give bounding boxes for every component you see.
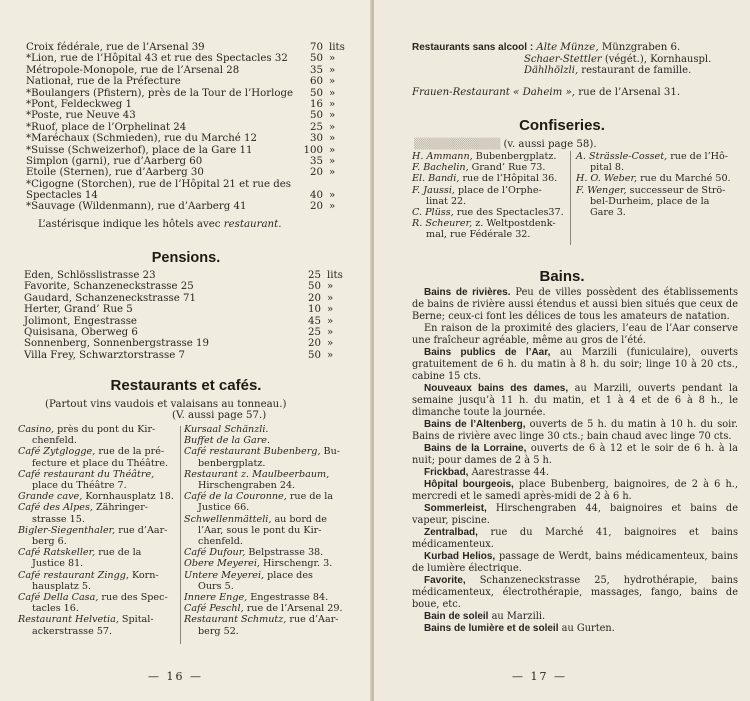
- bains-entry-name: Bain de soleil: [424, 611, 489, 622]
- listing-beds: 16: [310, 98, 323, 110]
- entry-detail: rue de l’Hô-: [667, 151, 729, 162]
- entry-line: [18, 424, 178, 435]
- entry-name: Café Della Casa,: [18, 592, 99, 604]
- entry-line: [184, 424, 360, 435]
- listing-name: *Lion, rue de l’Hôpital 43 et rue des Spectacles 32: [26, 53, 288, 65]
- listing-row: [24, 327, 354, 338]
- entry-detail: fecture et place du Théâtre.: [32, 457, 169, 469]
- bains-entry-text: au Marzili (funiculaire), ouverts gratuitement de 6 h. du matin à 8 h. du soir; linge 10 à 20 cts., cabine 15 cts.: [412, 347, 738, 382]
- bains-entry-text: au Marzili, ouverts pendant la semaine jusqu’à 11 h. du matin, et 1 à 4 et de 6 à 8 h., le dimanche toute la journée.: [412, 383, 738, 418]
- entry-line: [184, 614, 360, 625]
- listing-beds: 50: [310, 53, 323, 65]
- listing-name: Etoile (Sternen), rue d’Aarberg 30: [26, 167, 204, 179]
- entry-detail: pital 8.: [590, 162, 625, 174]
- entry-name: Café restaurant du Théâtre,: [18, 468, 155, 480]
- entry-detail: rue de la: [286, 491, 333, 503]
- listing-name: Gaudard, Schanzeneckstrasse 71: [24, 292, 196, 304]
- entry-detail: rue d’Aar-: [115, 524, 168, 536]
- entry-line: [184, 525, 360, 536]
- bains-entry: [412, 611, 738, 623]
- entry-line: [18, 558, 178, 569]
- listing-beds: 50: [310, 110, 323, 122]
- bains-entry: [412, 443, 738, 467]
- listing-row: [24, 281, 354, 292]
- bains-entry-text: Schanzeneckstrasse 25, hydrothérapie, bains médicamenteux, électrothérapie, massages, fango, bains de boue, etc.: [412, 575, 738, 610]
- bains-entry-text: ouverts de 5 h. du matin à 10 h. du soir. Bains de rivière avec linge 30 cts.; bain chaud avec linge 70 cts.: [412, 419, 738, 442]
- entry-detail: chenfeld.: [198, 536, 243, 548]
- entry-name: Café restaurant Bubenberg,: [184, 446, 321, 458]
- listing-name: Simplon (garni), rue d’Aarberg 60: [26, 155, 203, 167]
- listing-row: [26, 190, 356, 201]
- entry-detail: rue de l’Arsenal 29.: [243, 603, 343, 615]
- listing-unit: lits: [329, 42, 345, 53]
- pensions-title: Pensions.: [151, 250, 221, 266]
- entry-name: Restaurant z. Maulbeerbaum,: [184, 468, 330, 480]
- entry-name: H. Ammann,: [412, 151, 473, 162]
- entry-line: [576, 185, 746, 196]
- bains-entry-name: Kurbad Helios,: [424, 551, 496, 562]
- entry-line: [184, 469, 360, 480]
- bains-entry-text: place Bubenberg, baignoires, de 2 à 6 h., mercredi et le samedi après-midi de 2 à 6 h.: [412, 479, 738, 502]
- entry-line: [18, 592, 178, 603]
- entry-detail: mal, rue Fédérale 32.: [426, 229, 531, 241]
- listing-beds: 10: [308, 304, 321, 316]
- entry-name: Innere Enge,: [184, 592, 248, 604]
- listing-unit: »: [329, 121, 336, 133]
- entry-name: Alte Münze,: [536, 42, 599, 53]
- restaurants-title: Restaurants et cafés.: [110, 377, 262, 394]
- bains-entry: [412, 623, 738, 635]
- entry-detail: Belpstrasse 38.: [245, 547, 324, 559]
- entry-line: [18, 614, 178, 625]
- restaurants-sans-alcool: Restaurants sans alcool : Alte Münze, Münzgraben 6.: [412, 42, 681, 53]
- entry-line: [576, 151, 746, 162]
- listing-row: [26, 76, 356, 87]
- entry-line: [184, 502, 360, 513]
- listing-beds: 35: [310, 64, 323, 76]
- listing-row: [26, 42, 356, 53]
- entry-detail: rue du Marché 50.: [637, 173, 731, 185]
- frauen-restaurant: Frauen-Restaurant « Daheim », rue de l’Arsenal 31.: [412, 87, 681, 98]
- confiseries-note: ▒▒▒▒▒▒▒▒▒▒▒ (v. aussi page 58).: [414, 139, 597, 150]
- entry-line: [18, 480, 178, 491]
- entry-line: [524, 65, 744, 76]
- entry-line: [18, 581, 178, 592]
- entry-line: [184, 536, 360, 547]
- entry-line: [184, 592, 360, 603]
- entry-detail: restaurant de famille.: [578, 65, 692, 77]
- bains-entry-text: au Gurten.: [558, 623, 615, 634]
- listing-name: *Suisse (Schweizerhof), place de la Gare 11: [26, 144, 253, 156]
- bains-entry-name: Bains de lumière et de soleil: [424, 623, 559, 634]
- listing-row: [26, 122, 356, 133]
- listing-unit: »: [327, 304, 334, 316]
- entry-line: [184, 603, 360, 614]
- listing-row: [24, 338, 354, 349]
- bains-section: [412, 287, 738, 635]
- listing-unit: »: [329, 144, 336, 156]
- right-page: [374, 0, 750, 701]
- entry-line: [18, 435, 178, 446]
- bains-entry: [412, 551, 738, 575]
- listing-unit: »: [329, 110, 336, 122]
- listing-row: [26, 88, 356, 99]
- entry-line: [184, 435, 360, 446]
- entry-detail: strasse 15.: [32, 513, 85, 525]
- listing-unit: »: [329, 64, 336, 76]
- entry-name: Café Peschl,: [184, 603, 244, 615]
- listing-name: *Sauvage (Wildenmann), rue d’Aarberg 41: [26, 201, 247, 213]
- bains-entry: [412, 527, 738, 551]
- restaurants-subtitle: (Partout vins vaudois et valaisans au tonneau.): [45, 399, 287, 410]
- bains-entry: [412, 479, 738, 503]
- entry-detail: Hirschengraben 24.: [198, 480, 296, 492]
- entry-name: Schaer-Stettler: [524, 54, 602, 65]
- entry-line: [18, 536, 178, 547]
- entry-detail: linat 22.: [426, 195, 467, 207]
- listing-row: [26, 167, 356, 178]
- listing-unit: »: [327, 326, 334, 338]
- entry-line: [184, 480, 360, 491]
- entry-line: [184, 626, 360, 637]
- entry-name: Café Zytglogge,: [18, 446, 96, 458]
- entry-name: F. Wenger,: [576, 184, 627, 196]
- confiseries-title: Confiseries.: [519, 117, 605, 134]
- entry-name: Untere Meyerei,: [184, 569, 265, 581]
- listing-beds: 25: [308, 326, 321, 338]
- entry-name: Buffet de la Gare.: [184, 435, 271, 447]
- bains-entry-name: Bains de l’Altenberg,: [424, 419, 526, 430]
- entry-detail: place des: [264, 569, 313, 581]
- entry-line: [18, 458, 178, 469]
- entry-line: [18, 603, 178, 614]
- listing-name: *Ruof, place de l’Orphelinat 24: [26, 121, 187, 133]
- entry-line: [18, 502, 178, 513]
- bains-entry-text: Peu de villes possèdent des établissements de bains de rivière aussi étendus et aussi bien situés que ceux de Berne; ceux-ci font les délices de tous les amateurs de natation.: [412, 287, 738, 322]
- listing-unit: »: [329, 201, 336, 213]
- bains-entry-name: Hôpital bourgeois,: [424, 479, 514, 490]
- entry-name: Dählhölzli,: [524, 65, 579, 77]
- entry-line: [18, 491, 178, 502]
- entry-detail: rue de la pré-: [95, 446, 165, 458]
- entry-line: [524, 54, 744, 65]
- entry-line: [18, 626, 178, 637]
- listing-row: [24, 293, 354, 304]
- column-divider: [180, 426, 181, 644]
- entry-detail: z. Weltpostdenk-: [472, 218, 556, 230]
- listing-unit: »: [327, 281, 334, 293]
- bains-entry-name: Nouveaux bains des dames,: [424, 383, 569, 394]
- entry-line: [576, 196, 746, 207]
- listing-beds: 60: [310, 76, 323, 88]
- entry-name: Café restaurant Zingg,: [18, 569, 129, 581]
- entry-detail: rue des Spec-: [98, 592, 168, 604]
- entry-detail: l’Aar, sous le pont du Kir-: [198, 524, 322, 536]
- bains-entry-text: au Marzili.: [488, 611, 546, 622]
- entry-line: [184, 491, 360, 502]
- listing-name: Favorite, Schanzeneckstrasse 25: [24, 281, 194, 293]
- entry-line: [184, 558, 360, 569]
- entry-line: [18, 446, 178, 457]
- listing-name: *Cigogne (Storchen), rue de l’Hôpital 21 et rue des: [26, 178, 291, 190]
- entry-detail: benbergplatz.: [198, 457, 266, 469]
- entry-detail: hausplatz 5.: [32, 580, 92, 592]
- entry-detail: Ours 5.: [198, 580, 234, 592]
- listing-unit: »: [329, 53, 336, 65]
- listing-row: [26, 201, 356, 212]
- listing-unit: »: [327, 349, 334, 361]
- entry-name: Café Ratskeller,: [18, 547, 96, 559]
- listing-name: Quisisana, Oberweg 6: [24, 326, 138, 338]
- entry-detail: Bu-: [320, 446, 341, 458]
- bains-title: Bains.: [539, 268, 585, 285]
- listing-row: [26, 145, 356, 156]
- bains-entry: [412, 503, 738, 527]
- listing-unit: »: [329, 87, 336, 99]
- bains-entry-name: Bains de la Lorraine,: [424, 443, 527, 454]
- listing-row: [26, 156, 356, 167]
- entry-name: Restaurant Schmutz,: [184, 614, 287, 626]
- entry-line: [184, 458, 360, 469]
- listing-row: [26, 99, 356, 110]
- listing-beds: 20: [308, 338, 321, 350]
- restaurants-column-right: [184, 424, 360, 637]
- entry-line: [576, 207, 746, 218]
- entry-detail: chenfeld.: [32, 435, 77, 447]
- entry-detail: berg 6.: [32, 536, 67, 548]
- entry-line: [184, 547, 360, 558]
- bains-entry: [412, 419, 738, 443]
- entry-name: Grande cave,: [18, 491, 83, 503]
- entry-name: Café des Alpes,: [18, 502, 93, 514]
- entry-detail: Korn-: [128, 569, 159, 581]
- entry-line: [18, 525, 178, 536]
- bains-entry: [412, 467, 738, 479]
- entry-line: [18, 469, 178, 480]
- left-page: [0, 0, 372, 701]
- listing-row: [26, 53, 356, 64]
- listing-beds: 20: [310, 167, 323, 179]
- entry-detail: tacles 16.: [32, 603, 79, 615]
- listing-name: *Boulangers (Pfistern), près de la Tour de l’Horloge: [26, 87, 294, 99]
- listing-name: Croix fédérale, rue de l’Arsenal 39: [26, 42, 205, 53]
- listing-unit: »: [327, 338, 334, 350]
- bains-entry-text: Aarestrasse 44.: [468, 467, 550, 478]
- confiseries-divider: [570, 151, 571, 245]
- entry-detail: Justice 66.: [198, 502, 250, 514]
- entry-line: [18, 570, 178, 581]
- entry-line: [576, 173, 746, 184]
- entry-name: H. O. Weber,: [576, 173, 638, 185]
- entry-detail: Hirschengr. 3.: [259, 558, 333, 570]
- entry-detail: place du Théâtre 7.: [32, 480, 127, 492]
- listing-unit: »: [329, 98, 336, 110]
- bains-entry-text: passage de Werdt, bains médicamenteux, bains de lumière électrique.: [412, 551, 738, 574]
- listing-unit: »: [329, 76, 336, 88]
- hotels-asterisk-note: L’astérisque indique les hôtels avec restaurant.: [38, 219, 282, 230]
- listing-row: [24, 270, 354, 281]
- entry-detail: Bubenbergplatz.: [472, 151, 557, 162]
- listing-beds: 40: [310, 190, 323, 202]
- listing-unit: »: [329, 155, 336, 167]
- restaurants-see-also: (V. aussi page 57.): [172, 410, 267, 421]
- entry-detail: rue d’Aar-: [286, 614, 339, 626]
- entry-name: Café de la Couronne,: [184, 491, 287, 503]
- bains-entry: [412, 383, 738, 419]
- listing-beds: 50: [310, 87, 323, 99]
- entry-detail: Kornhausplatz 18.: [82, 491, 174, 503]
- entry-detail: Justice 81.: [32, 558, 84, 570]
- entry-line: [576, 162, 746, 173]
- entry-line: [184, 514, 360, 525]
- listing-name: Herter, Grand’ Rue 5: [24, 304, 133, 316]
- bains-entry: [412, 575, 738, 611]
- entry-name: Casino,: [18, 424, 55, 435]
- listing-unit: »: [327, 315, 334, 327]
- listing-name: *Poste, rue Neuve 43: [26, 110, 136, 122]
- listing-beds: 50: [308, 281, 321, 293]
- entry-name: F. Bachelin,: [412, 162, 469, 174]
- entry-name: Café Dufour,: [184, 547, 246, 559]
- entry-line: [184, 581, 360, 592]
- listing-beds: 30: [310, 133, 323, 145]
- bains-entry-name: Favorite,: [424, 575, 466, 586]
- bains-entry-name: Sommerleist,: [424, 503, 487, 514]
- entry-name: Kursaal Schänzli.: [184, 424, 269, 435]
- entry-detail: rue de l’Hôpital 36.: [459, 173, 558, 185]
- bains-entry-name: Bains de rivières.: [424, 287, 511, 298]
- listing-unit: »: [329, 190, 336, 202]
- page-number-left: — 16 —: [148, 670, 203, 683]
- listing-row: [26, 179, 356, 190]
- listing-name: Métropole-Monopole, rue de l’Arsenal 28: [26, 64, 240, 76]
- entry-detail: Gare 3.: [590, 207, 626, 219]
- entry-detail: rue des Spectacles37.: [453, 207, 564, 219]
- entry-name: Bigler-Siegenthaler,: [18, 524, 116, 536]
- entry-detail: au bord de: [271, 513, 327, 525]
- bains-entry-text: En raison de la proximité des glaciers, l’eau de l’Aar conserve une fraîcheur agréable, même au gros de l’été.: [412, 323, 738, 346]
- bains-entry: [412, 287, 738, 323]
- listing-beds: 100: [303, 144, 323, 156]
- entry-name: R. Scheurer,: [412, 218, 473, 230]
- restaurants-column-left: [18, 424, 178, 637]
- listing-row: [24, 304, 354, 315]
- entry-line: [184, 446, 360, 457]
- entry-name: Schwellenmätteli,: [184, 513, 272, 525]
- listing-name: Eden, Schlösslistrasse 23: [24, 270, 156, 281]
- listing-name: Spectacles 14: [26, 190, 98, 202]
- entry-name: El. Bandi,: [412, 173, 460, 185]
- listing-name: *Maréchaux (Schmieden), rue du Marché 12: [26, 133, 258, 145]
- listing-name: Nationał, rue de la Préfecture: [26, 76, 181, 88]
- listing-row: [24, 316, 354, 327]
- listing-unit: »: [329, 167, 336, 179]
- listing-unit: »: [329, 133, 336, 145]
- listing-row: [26, 110, 356, 121]
- listing-beds: 25: [310, 121, 323, 133]
- hotels-list: [26, 42, 356, 213]
- pensions-list: [24, 270, 354, 361]
- listing-beds: 50: [308, 349, 321, 361]
- bains-entry-name: Bains publics de l’Aar,: [424, 347, 551, 358]
- page-number-right: — 17 —: [512, 670, 567, 683]
- entry-detail: Grand’ Rue 73.: [468, 162, 546, 174]
- entry-line: [18, 514, 178, 525]
- entry-detail: berg 52.: [198, 625, 239, 637]
- entry-line: [184, 570, 360, 581]
- listing-row: [26, 65, 356, 76]
- entry-line: [18, 547, 178, 558]
- bains-entry: [412, 323, 738, 347]
- listing-row: [26, 133, 356, 144]
- entry-name: Obere Meyerei,: [184, 558, 260, 570]
- listing-beds: 25: [308, 270, 321, 281]
- listing-unit: »: [327, 292, 334, 304]
- bains-entry-text: ouverts de 6 à 12 et le soir de 6 h. à la nuit; pour dames de 2 à 5 h.: [412, 443, 738, 466]
- entry-detail: près du pont du Kir-: [54, 424, 156, 435]
- entry-detail: (végét.), Kornhauspl.: [601, 54, 712, 65]
- entry-name: C. Plüss,: [412, 207, 454, 219]
- entry-name: F. Jaussi,: [412, 184, 455, 196]
- entry-detail: Engestrasse 84.: [247, 592, 329, 604]
- entry-detail: Spital-: [118, 614, 154, 626]
- listing-beds: 20: [310, 201, 323, 213]
- listing-unit: lits: [327, 270, 343, 281]
- bains-entry-text: rue du Marché 41, baignoires et bains médicamenteux.: [412, 527, 738, 550]
- listing-beds: 35: [310, 155, 323, 167]
- listing-row: [24, 350, 354, 361]
- entry-detail: successeur de Strö-: [626, 184, 726, 196]
- bains-entry-text: Hirschengraben 44, baignoires et bains de vapeur, piscine.: [412, 503, 738, 526]
- listing-name: Villa Frey, Schwarztorstrasse 7: [24, 349, 185, 361]
- bains-entry-name: Zentralbad,: [424, 527, 478, 538]
- entry-detail: bel-Durheim, place de la: [590, 195, 710, 207]
- bains-entry: [412, 347, 738, 383]
- entry-detail: rue de la: [95, 547, 142, 559]
- bains-entry-name: Frickbad,: [424, 467, 469, 478]
- listing-name: Sonnenberg, Sonnenbergstrasse 19: [24, 338, 209, 350]
- listing-name: Jolimont, Engestrasse: [24, 315, 137, 327]
- entry-name: A. Strässle-Cosset,: [576, 151, 668, 162]
- listing-beds: 70: [310, 42, 323, 53]
- entry-detail: Münzgraben 6.: [598, 42, 681, 53]
- entry-detail: Zähringer-: [92, 502, 149, 514]
- listing-beds: 20: [308, 292, 321, 304]
- listing-beds: 45: [308, 315, 321, 327]
- listing-name: *Pont, Feldeckweg 1: [26, 98, 133, 110]
- entry-detail: place de l’Orphe-: [454, 184, 542, 196]
- entry-name: Restaurant Helvetia,: [18, 614, 119, 626]
- sans-alcool-list: [524, 54, 744, 77]
- entry-detail: ackerstrasse 57.: [32, 625, 113, 637]
- confiseries-column-right: [576, 151, 746, 218]
